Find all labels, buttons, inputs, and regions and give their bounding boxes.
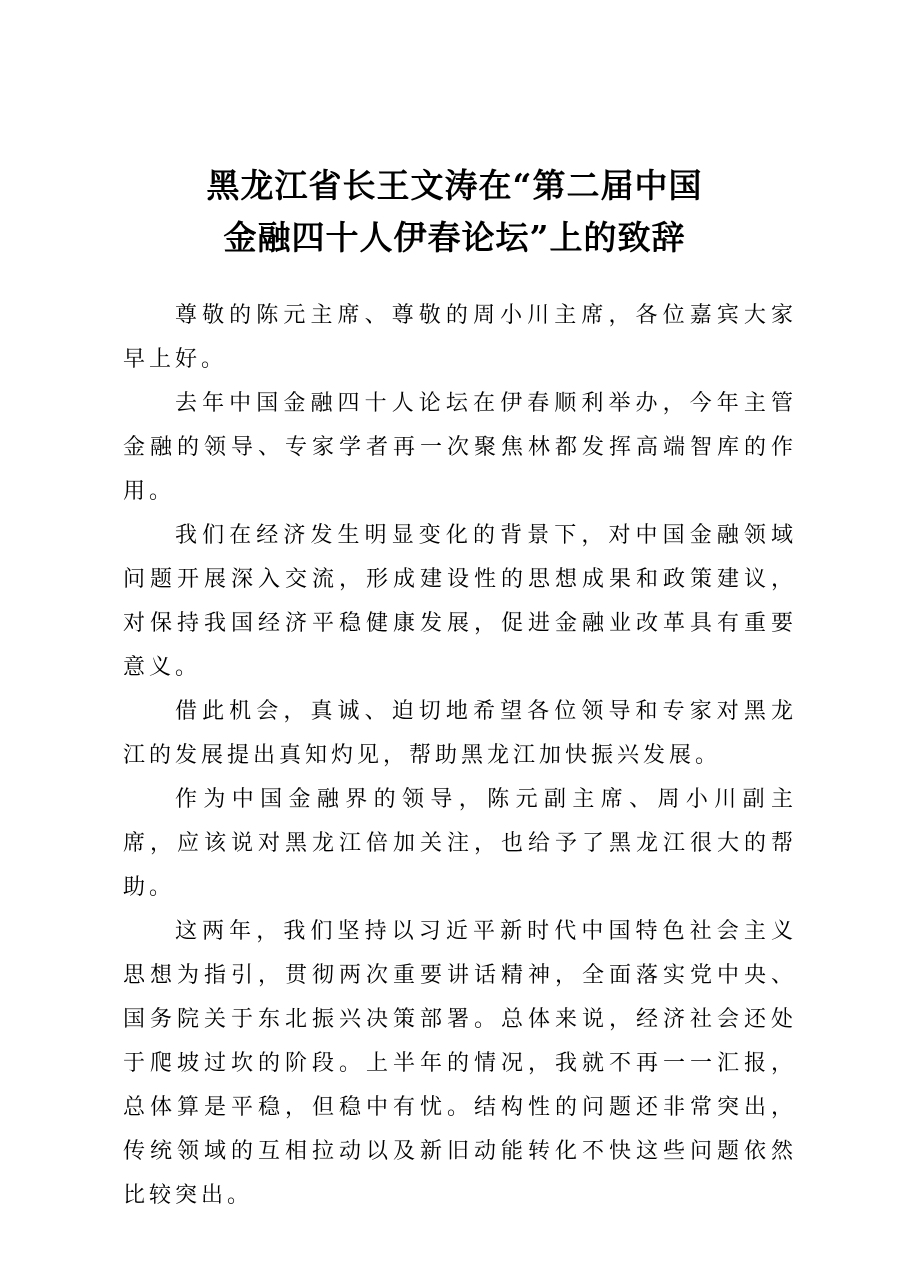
paragraph-request: 借此机会，真诚、迫切地希望各位领导和专家对黑龙江的发展提出真知灼见，帮助黑龙江加快振兴发展。 xyxy=(123,699,797,768)
paragraph-forum-review: 去年中国金融四十人论坛在伊春顺利举办，今年主管金融的领导、专家学者再一次聚焦林都发挥高端智库的作用。 xyxy=(123,391,797,504)
title-line-1: 黑龙江省长王文涛在“第二届中国 xyxy=(206,166,703,205)
paragraph-greeting: 尊敬的陈元主席、尊敬的周小川主席，各位嘉宾大家早上好。 xyxy=(123,303,797,372)
title-line-2: 金融四十人伊春论坛”上的致辞 xyxy=(223,218,686,257)
paragraph-thanks: 作为中国金融界的领导，陈元副主席、周小川副主席，应该说对黑龙江倍加关注，也给予了黑龙江很大的帮助。 xyxy=(123,787,797,900)
paragraph-situation: 这两年，我们坚持以习近平新时代中国特色社会主义思想为指引，贯彻两次重要讲话精神，全面落实党中央、国务院关于东北振兴决策部署。总体来说，经济社会还处于爬坡过坎的阶段。上半年的情况，我就不再一一汇报，总体算是平稳，但稳中有忧。结构性的问题还非常突出，传统领域的互相拉动以及新旧动能转化不快这些问题依然比较突出。 xyxy=(123,919,797,1208)
document-title xyxy=(0,160,909,264)
paragraph-significance: 我们在经济发生明显变化的背景下，对中国金融领域问题开展深入交流，形成建设性的思想成果和政策建议，对保持我国经济平稳健康发展，促进金融业改革具有重要意义。 xyxy=(123,523,797,680)
document-body xyxy=(123,294,797,1218)
